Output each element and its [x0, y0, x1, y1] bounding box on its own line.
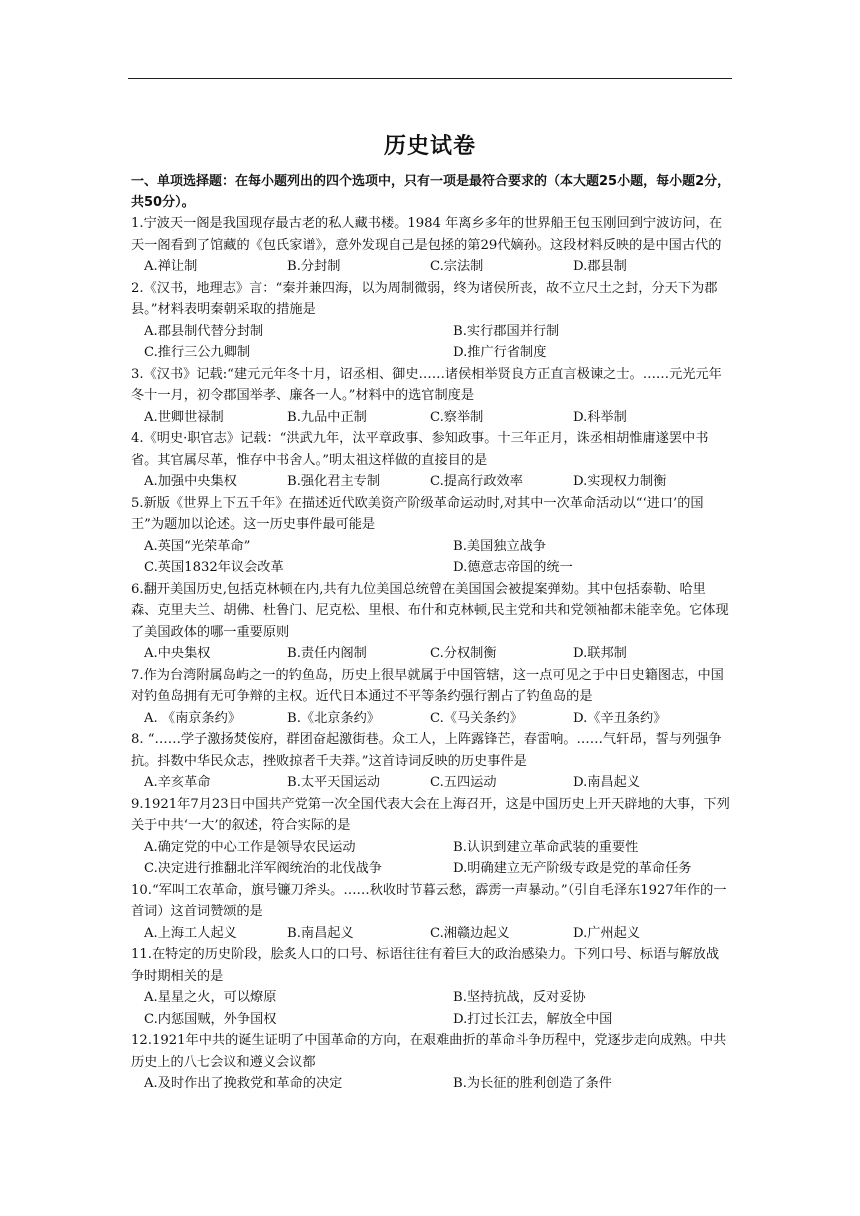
question-stem: 6.翻开美国历史,包括克林顿在内,共有九位美国总统曾在美国国会被提案弹劾。其中包括泰勒、哈里森、克里夫兰、胡佛、杜鲁门、尼克松、里根、布什和克林顿,民主党和共和党领袖都未能幸免。它体现了美国政体的哪一重要原则	[131, 581, 729, 640]
question-stem: 12.1921年中共的诞生证明了中国革命的方向，在艰难曲折的革命斗争历程中，党逐步走向成熟。中共历史上的八七会议和遵义会议都	[131, 1033, 727, 1070]
option-list	[131, 923, 731, 945]
option-b: B.坚持抗战，反对妥协	[453, 990, 586, 1005]
option-b: B.太平天国运动	[287, 775, 381, 790]
question-5	[131, 493, 731, 579]
option-d: D.郡县制	[573, 259, 627, 274]
option-a: A.世卿世禄制	[144, 409, 224, 425]
question-8	[131, 729, 731, 794]
option-a: A.英国“光荣革命”	[144, 538, 251, 554]
option-c: C.分权制衡	[430, 646, 497, 661]
question-stem: 5.新版《世界上下五千年》在描述近代欧美资产阶级革命运动时,对其中一次革命活动以“‘进口’的国王”为题加以论述。这一历史事件最可能是	[131, 495, 704, 532]
question-stem: 4.《明史·职官志》记载：“洪武九年，汰平章政事、参知政事。十三年正月，诛丞相胡惟庸遂罢中书省。其官属尽革，惟存中书舍人。”明太祖这样做的直接目的是	[131, 431, 709, 468]
option-c: C.宗法制	[430, 259, 484, 274]
option-d: D.实现权力制衡	[573, 474, 667, 489]
option-c: C.推行三公九卿制	[144, 345, 251, 360]
option-d: D.德意志帝国的统一	[453, 560, 573, 575]
option-b: B.《北京条约》	[287, 710, 381, 726]
question-11	[131, 944, 731, 1030]
option-d: D.广州起义	[573, 925, 641, 941]
option-a: A.辛亥革命	[144, 775, 211, 790]
question-3	[131, 364, 731, 429]
option-a: A.上海工人起义	[144, 925, 237, 941]
option-c: C.决定进行推翻北洋军阀统治的北伐战争	[144, 861, 382, 876]
option-list	[131, 471, 731, 493]
option-d: D.打过长江去，解放全中国	[453, 1011, 613, 1027]
option-list	[131, 987, 731, 1030]
option-a: A. 《南京条约》	[144, 710, 242, 726]
option-a: A.确定党的中心工作是领导农民运动	[144, 839, 356, 855]
option-list	[131, 407, 731, 429]
option-b: B.南昌起义	[287, 925, 354, 941]
option-b: B.九品中正制	[287, 409, 367, 425]
option-list	[131, 1073, 731, 1095]
question-stem: 10.“军叫工农革命，旗号镰刀斧头。……秋收时节暮云愁，霹雳一声暴动。”（引自毛泽东1927年作的一首词）这首词赞颂的是	[131, 882, 727, 919]
option-d: D.明确建立无产阶级专政是党的革命任务	[453, 861, 692, 876]
option-b: B.分封制	[287, 259, 341, 274]
question-6	[131, 579, 731, 665]
option-a: A.禅让制	[144, 259, 198, 274]
option-a: A.中央集权	[144, 646, 211, 661]
option-b: B.美国独立战争	[453, 538, 547, 554]
question-stem: 11.在特定的历史阶段，脍炙人口的口号、标语往往有着巨大的政治感染力。下列口号、标语与解放战争时期相关的是	[131, 947, 720, 984]
option-d: D.科举制	[573, 409, 627, 425]
question-1	[131, 213, 731, 278]
question-4	[131, 428, 731, 493]
option-d: D.推广行省制度	[453, 345, 547, 360]
option-a: A.郡县制代替分封制	[144, 323, 264, 339]
exam-content	[131, 171, 731, 1095]
option-d: D.联邦制	[573, 646, 627, 661]
question-stem: 3.《汉书》记载:“建元元年冬十月，诏丞相、御史……诸侯相举贤良方正直言极谏之士。……元光元年冬十一月，初令郡国举孝、廉各一人。”材料中的选官制度是	[131, 366, 722, 403]
option-b: B.强化君主专制	[287, 474, 381, 489]
option-c: C.《马关条约》	[430, 710, 523, 726]
question-12	[131, 1030, 731, 1095]
option-list	[131, 321, 731, 364]
section-heading: 一、单项选择题：在每小题列出的四个选项中，只有一项是最符合要求的（本大题25小题，每小题2分，共50分）。	[131, 174, 731, 210]
option-list	[131, 536, 731, 579]
option-b: B.认识到建立革命武装的重要性	[453, 839, 639, 855]
option-a: A.星星之火，可以燎原	[144, 990, 277, 1005]
option-list	[131, 837, 731, 880]
question-stem: 2.《汉书，地理志》言：“秦并兼四海，以为周制微弱，终为诸侯所丧，故不立尺土之封，分天下为郡县。”材料表明秦朝采取的措施是	[131, 280, 718, 317]
option-c: C.提高行政效率	[430, 474, 523, 489]
page-title: 历史试卷	[383, 134, 476, 159]
question-9	[131, 794, 731, 880]
option-c: C.五四运动	[430, 775, 497, 790]
option-c: C.英国1832年议会改革	[144, 560, 284, 575]
option-c: C.察举制	[430, 409, 484, 425]
option-b: B.为长征的胜利创造了条件	[453, 1076, 612, 1091]
question-stem: 7.作为台湾附属岛屿之一的钓鱼岛，历史上很早就属于中国管辖，这一点可见之于中日史籍图志，中国对钓鱼岛拥有无可争辩的主权。近代日本通过不平等条约强行割占了钓鱼岛的是	[131, 667, 724, 704]
option-b: B.责任内阁制	[287, 646, 367, 661]
question-7	[131, 665, 731, 730]
header-rule	[128, 78, 732, 79]
question-stem: 9.1921年7月23日中国共产党第一次全国代表大会在上海召开，这是中国历史上开天辟地的大事，下列关于中共‘一大’的叙述，符合实际的是	[131, 796, 730, 833]
question-2	[131, 278, 731, 364]
option-list	[131, 772, 731, 794]
option-c: C.湘赣边起义	[430, 925, 510, 941]
option-c: C.内惩国贼，外争国权	[144, 1011, 277, 1027]
option-list	[131, 256, 731, 278]
option-list	[131, 643, 731, 665]
option-d: D.《辛丑条约》	[573, 710, 667, 726]
question-stem: 8. “……学子激扬焚侫府，群团奋起激街巷。众工人，上阵露锋芒，春雷响。……气轩昂，誓与列强争抗。抖数中华民众志，挫败掠者千夫莽。”这首诗词反映的历史事件是	[131, 732, 722, 769]
question-10	[131, 880, 731, 945]
question-stem: 1.宁波天一阁是我国现存最古老的私人藏书楼。1984 年离乡多年的世界船王包玉刚回到宁波访问，在天一阁看到了馆藏的《包氏家谱》，意外发现自己是包拯的第29代嫡孙。这段材料反映的是中国古代的	[131, 216, 723, 253]
option-a: A.及时作出了挽救党和革命的决定	[144, 1076, 343, 1091]
question-list	[131, 213, 731, 1095]
option-b: B.实行郡国并行制	[453, 323, 560, 339]
option-a: A.加强中央集权	[144, 474, 237, 489]
option-list	[131, 708, 731, 730]
option-d: D.南昌起义	[573, 775, 641, 790]
